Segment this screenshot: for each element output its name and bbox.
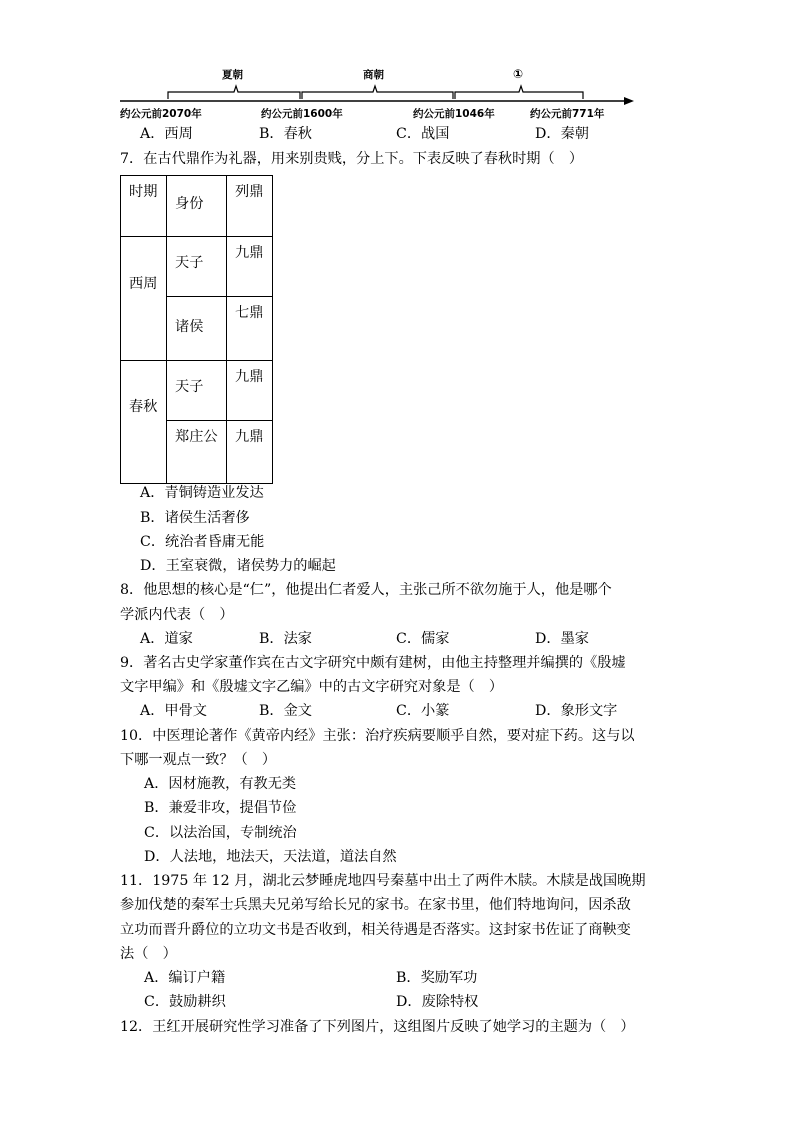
q11-stem-line3: 立功而晋升爵位的立功文书是否收到，相关待遇是否落实。这封家书佐证了商鞅变 <box>120 922 631 938</box>
timeline-diagram <box>0 0 793 130</box>
q11-stem-line1: 11．1975 年 12 月，湖北云梦睡虎地四号秦墓中出土了两件木牍。木牍是战国晚期 <box>120 873 646 889</box>
brace-xia <box>168 86 300 99</box>
q12-stem: 12．王红开展研究性学习准备了下列图片，这组图片反映了她学习的主题为（ ） <box>120 1019 635 1035</box>
q11-option-b[interactable]: B．奖励军功 <box>396 970 478 986</box>
q6-option-d[interactable]: D．秦朝 <box>535 126 589 142</box>
q7-option-c[interactable]: C．统治者昏庸无能 <box>140 534 265 550</box>
q6-option-c[interactable]: C．战国 <box>396 126 450 142</box>
q8-option-a[interactable]: A．道家 <box>140 631 193 647</box>
q10-option-a[interactable]: A．因材施教，有教无类 <box>144 776 297 792</box>
q11-stem-line4: 法（ ） <box>120 946 177 962</box>
ding-table <box>120 175 273 484</box>
q8-option-b[interactable]: B．法家 <box>259 631 312 647</box>
q7-option-a[interactable]: A．青铜铸造业发达 <box>140 485 264 501</box>
q11-stem-line2: 参加伐楚的秦军士兵黑夫兄弟写给长兄的家书。在家书里，他们特地询问，因杀敌 <box>120 897 631 913</box>
q8-option-d[interactable]: D．墨家 <box>535 631 589 647</box>
q6-option-a[interactable]: A．西周 <box>140 126 193 142</box>
q7-option-d[interactable]: D．王室衰微，诸侯势力的崛起 <box>140 558 336 574</box>
q11-option-d[interactable]: D．废除特权 <box>396 994 479 1010</box>
header-identity: 身份 <box>167 176 227 237</box>
q11-option-c[interactable]: C．鼓励耕织 <box>144 994 226 1010</box>
q8-stem-line2: 学派内代表（ ） <box>120 607 234 623</box>
identity-cell: 天子 <box>167 361 227 421</box>
timeline-date-4: 约公元前771年 <box>530 108 605 120</box>
q10-stem-line2: 下哪一观点一致？（ ） <box>120 752 277 768</box>
q10-stem-line1: 10．中医理论著作《黄帝内经》主张：治疗疾病要顺乎自然，要对症下药。这与以 <box>120 728 635 744</box>
timeline-period-xia: 夏朝 <box>222 69 243 81</box>
q9-option-c[interactable]: C．小篆 <box>396 703 450 719</box>
ding-cell: 九鼎 <box>227 421 273 484</box>
identity-cell: 天子 <box>167 237 227 297</box>
q6-option-b[interactable]: B．春秋 <box>259 126 312 142</box>
ding-cell: 七鼎 <box>227 297 273 361</box>
timeline-date-1: 约公元前2070年 <box>120 108 202 120</box>
timeline-arrow <box>624 97 634 105</box>
timeline-period-shang: 商朝 <box>363 69 384 81</box>
q11-option-a[interactable]: A．编订户籍 <box>144 970 226 986</box>
q9-option-d[interactable]: D．象形文字 <box>535 703 618 719</box>
timeline-period-unknown: ① <box>513 67 524 81</box>
q10-option-d[interactable]: D．人法地，地法天，天法道，道法自然 <box>144 849 397 865</box>
identity-cell: 郑庄公 <box>167 421 227 484</box>
q8-option-c[interactable]: C．儒家 <box>396 631 450 647</box>
header-period: 时期 <box>121 176 167 237</box>
q9-option-b[interactable]: B．金文 <box>259 703 312 719</box>
timeline-date-3: 约公元前1046年 <box>413 108 495 120</box>
q9-option-a[interactable]: A．甲骨文 <box>140 703 207 719</box>
q10-option-c[interactable]: C．以法治国，专制统治 <box>144 825 297 841</box>
identity-cell: 诸侯 <box>167 297 227 361</box>
timeline-date-2: 约公元前1600年 <box>261 108 343 120</box>
q10-option-b[interactable]: B．兼爱非攻，提倡节俭 <box>144 800 297 816</box>
q9-stem-line1: 9．著名古史学家董作宾在古文字研究中颇有建树，由他主持整理并编撰的《殷墟 <box>120 655 626 671</box>
q7-option-b[interactable]: B．诸侯生活奢侈 <box>140 510 250 526</box>
q9-stem-line2: 文字甲编》和《殷墟文字乙编》中的古文字研究对象是（ ） <box>120 679 504 695</box>
ding-cell: 九鼎 <box>227 361 273 421</box>
q8-stem-line1: 8．他思想的核心是“仁”，他提出仁者爱人，主张己所不欲勿施于人，他是哪个 <box>120 582 612 598</box>
period-western-zhou: 西周 <box>121 237 167 361</box>
brace-unknown <box>455 86 583 99</box>
header-ding: 列鼎 <box>227 176 273 237</box>
period-spring-autumn: 春秋 <box>121 361 167 484</box>
brace-shang <box>302 86 453 99</box>
ding-cell: 九鼎 <box>227 237 273 297</box>
q7-stem: 7．在古代鼎作为礼器，用来别贵贱，分上下。下表反映了春秋时期（ ） <box>120 151 584 167</box>
